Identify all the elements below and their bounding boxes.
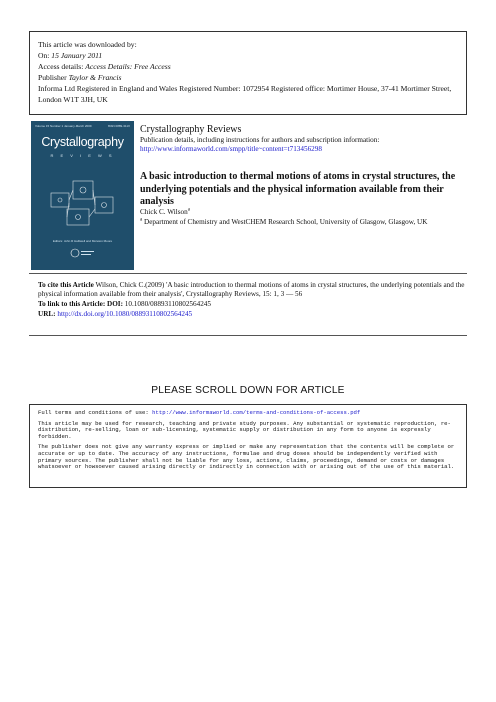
author-name: Chick C. Wilson bbox=[140, 208, 188, 216]
cover-editors: Editors: John R Helliwell and Moreton Moore bbox=[52, 239, 113, 243]
doi-value[interactable]: 10.1080/08893110802564245 bbox=[123, 300, 211, 308]
affiliation-line bbox=[140, 218, 470, 227]
author-affiliation-marker: a bbox=[187, 207, 190, 213]
terms-full-line bbox=[38, 410, 458, 417]
terms-box bbox=[29, 404, 467, 488]
divider-top bbox=[29, 273, 467, 274]
cover-diagram-illustration bbox=[45, 173, 120, 233]
affiliation-marker: a bbox=[140, 217, 143, 223]
download-info-box bbox=[29, 31, 467, 115]
access-details-line bbox=[38, 61, 458, 72]
terms-paragraph-warranty: The publisher does not give any warranty express or implied or make any representation that the contents will be complete or accurate or up to date. The accuracy of any instructions, formulae and drug doses should be independently verified with primary sources. The publisher shall not be liable for any loss, actions, claims, proceedings, demand or costs or damages whatsoever or howsoever caused arising directly or indirectly in connection with or arising out of the use of this material. bbox=[38, 443, 455, 471]
terms-label: Full terms and conditions of use: bbox=[38, 409, 153, 416]
cover-issue-line bbox=[35, 124, 130, 128]
url-label: URL: bbox=[38, 310, 56, 318]
cite-text: Wilson, Chick C.(2009) 'A basic introduction to thermal motions of atoms in crystal structures, the underlying potentials and the physical information available from their analysis', Crystallography Reviews, 15: 1, 3 — 56 bbox=[38, 281, 465, 298]
downloaded-by-line: This article was downloaded by: bbox=[38, 40, 137, 49]
publisher-label: Publisher bbox=[38, 73, 69, 82]
download-date-value: 15 January 2011 bbox=[51, 51, 103, 60]
scroll-down-notice: PLEASE SCROLL DOWN FOR ARTICLE bbox=[151, 385, 345, 396]
article-title: A basic introduction to thermal motions of atoms in crystal structures, the underlying potentials and the physical information available from their analysis bbox=[140, 171, 456, 208]
journal-info bbox=[140, 124, 470, 154]
journal-name: Crystallography Reviews bbox=[140, 124, 242, 135]
cover-issn: ISSN 0889-311X bbox=[107, 124, 130, 128]
terms-url-link[interactable]: http://www.informaworld.com/terms-and-conditions-of-access.pdf bbox=[152, 409, 361, 416]
divider-bottom bbox=[29, 335, 467, 336]
affiliation-text: Department of Chemistry and WestCHEM Research School, University of Glasgow, Glasgow, UK bbox=[142, 218, 428, 226]
doi-line bbox=[38, 300, 466, 309]
publication-details: Publication details, including instructions for authors and subscription information: bbox=[140, 136, 380, 144]
publisher-logo bbox=[69, 247, 96, 259]
access-details-value: Access Details: Free Access bbox=[85, 62, 171, 71]
doi-label: To link to this Article: DOI: bbox=[38, 300, 123, 308]
publisher-value: Taylor & Francis bbox=[68, 73, 122, 82]
url-line bbox=[38, 310, 466, 319]
cite-label: To cite this Article bbox=[38, 281, 94, 289]
download-date-line bbox=[38, 50, 458, 61]
access-details-label: Access details: bbox=[38, 62, 86, 71]
cover-issue-info: Volume 15 Number 1 January-March 2009 bbox=[35, 124, 92, 128]
cover-subtitle: R E V I E W S bbox=[50, 153, 115, 158]
cite-this-article bbox=[38, 281, 466, 299]
cover-title: Crystallography bbox=[41, 135, 124, 149]
publisher-line bbox=[38, 72, 458, 83]
citation-block bbox=[38, 281, 466, 320]
article-url-link[interactable]: http://dx.doi.org/10.1080/08893110802564245 bbox=[55, 310, 193, 318]
journal-cover-image bbox=[31, 121, 134, 270]
journal-url-link[interactable]: http://www.informaworld.com/smpp/title~content=t713456298 bbox=[140, 145, 322, 153]
author-line bbox=[140, 208, 190, 217]
terms-paragraph-usage: This article may be used for research, teaching and private study purposes. Any substantial or systematic reproduction, re-distribution, re-selling, loan or sub-licensing, systematic supply or distribution in any form to anyone is expressly forbidden. bbox=[38, 419, 451, 440]
registration-info: Informa Ltd Registered in England and Wales Registered Number: 1072954 Registered office: Mortimer House, 37-41 Mortimer Street, London W1T 3JH, UK bbox=[38, 84, 452, 104]
download-date-label: On: bbox=[38, 51, 52, 60]
